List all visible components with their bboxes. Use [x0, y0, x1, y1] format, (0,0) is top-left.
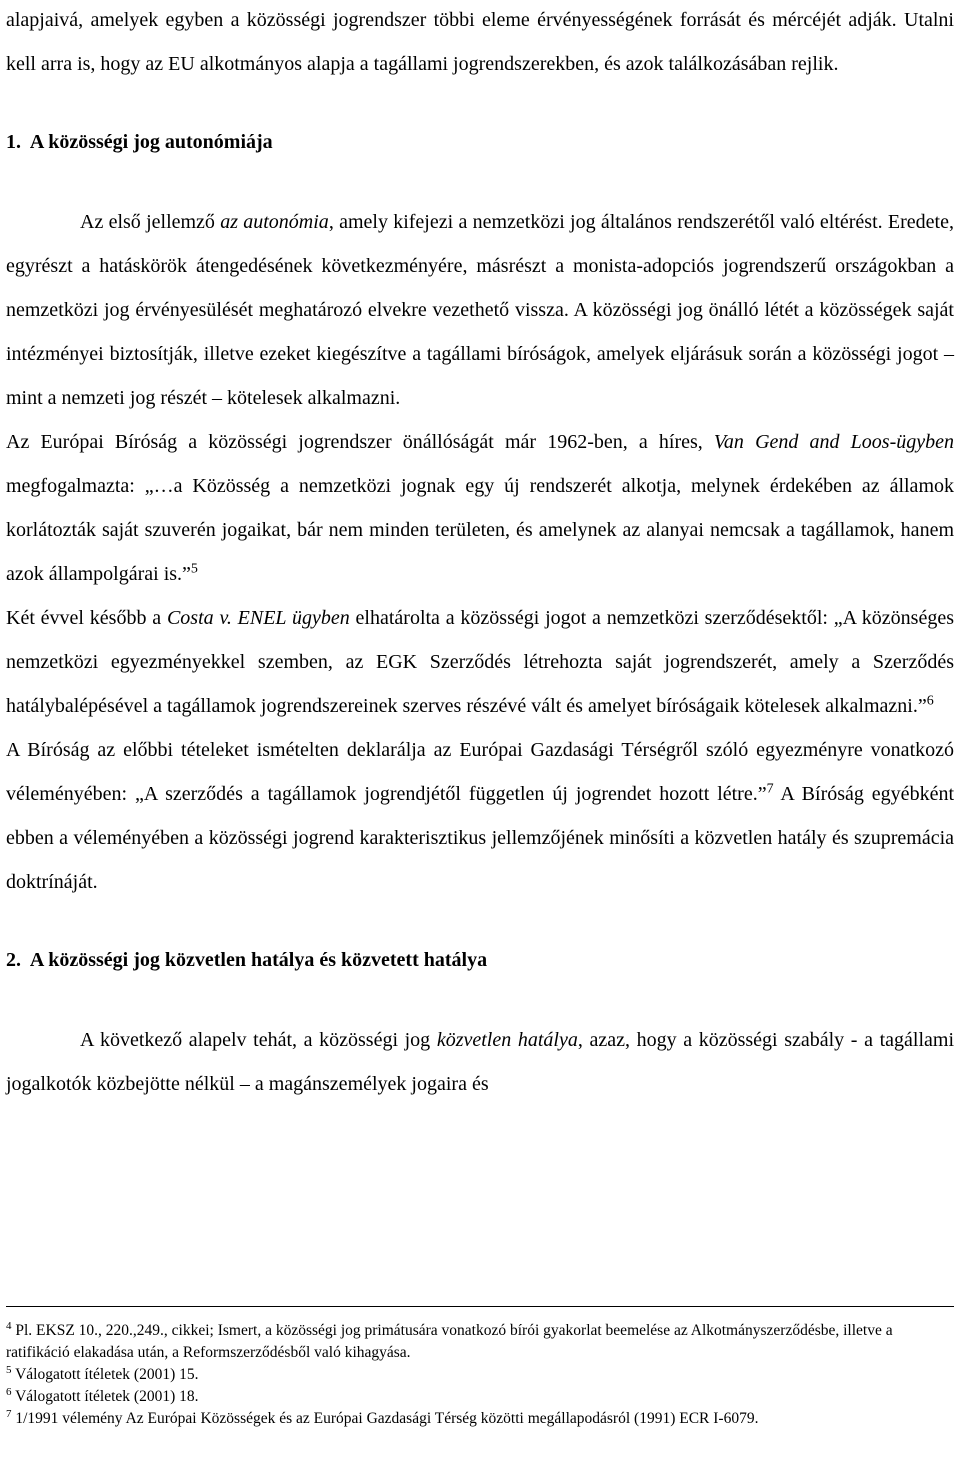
- paragraph-direct-effect: [6, 1018, 954, 1106]
- footnote-4: [6, 1320, 954, 1364]
- footnote-ref: 7: [766, 781, 774, 797]
- paragraph-text: , azaz, hogy a közösségi szabály - a tagállami jogalkotók közbejötte nélkül – a magánszemélyek jogaira és: [6, 1029, 955, 1095]
- footnote-7: [6, 1408, 954, 1430]
- case-name: Costa v. ENEL ügyben: [166, 607, 350, 629]
- emphasis-text: az autonómia: [220, 211, 329, 233]
- paragraph-text: Két évvel később a: [6, 607, 167, 629]
- footnote-ref: 5: [190, 561, 198, 577]
- footnote-text: Pl. EKSZ 10., 220.,249., cikkei; Ismert, a közösségi jog primátusára vonatkozó bírói gyakorlat beemelése az Alkotmányszerződésbe, illetve a ratifikáció elakadása után, a Reformszerződésből való kihagyása.: [6, 1322, 893, 1361]
- footnote-number: 5: [6, 1363, 12, 1376]
- footnote-5: [6, 1364, 954, 1386]
- document-page: [6, 0, 954, 1106]
- footnote-number: 6: [6, 1385, 12, 1398]
- footnote-divider: [6, 1306, 954, 1307]
- footnotes: [6, 1320, 954, 1430]
- paragraph-text: , amely kifejezi a nemzetközi jog általános rendszerétől való eltérést. Eredete, egyrészt a hatáskörök átengedésének következményére, másrészt a monista-adopciós jogrendszerű országokban a nemzetközi jog érvényesülését meghatározó elvekre vezethető vissza. A közösségi jog önálló létét a közösségek saját intézményei biztosítják, illetve ezeket kiegészítve a tagállami bíróságok, amelyek eljárásuk során a közösségi jogot – mint a nemzeti jog részét – kötelesek alkalmazni.: [6, 211, 954, 409]
- footnote-6: [6, 1386, 954, 1408]
- paragraph-eea-opinion: [6, 728, 954, 904]
- paragraph-text: A Bíróság az előbbi tételeket ismételten deklarálja az Európai Gazdasági Térségről szóló egyezményre vonatkozó véleményében: „A szerződés a tagállamok jogrendjétől független új jogrendet hozott létre.”: [6, 739, 954, 805]
- paragraph-costa-enel: [6, 596, 954, 728]
- footnote-text: Válogatott ítéletek (2001) 18.: [15, 1388, 199, 1405]
- paragraph-intro-continuation: alapjaivá, amelyek egyben a közösségi jogrendszer többi eleme érvényességének forrását és mércéjét adják. Utalni kell arra is, hogy az EU alkotmányos alapja a tagállami jogrendszerekben, és azok találkozásában rejlik.: [6, 9, 954, 75]
- paragraph-text: elhatárolta a közösségi jogot a nemzetközi szerződésektől: „A közönséges nemzetközi egyezményekkel szemben, az EGK Szerződés létrehozta saját jogrendszerét, amely a Szerződés hatálybalépésével a tagállamok jogrendszereinek szerves részévé vált és amelyet bíróságaik kötelesek alkalmazni.”: [6, 607, 954, 717]
- emphasis-text: közvetlen hatálya: [436, 1029, 578, 1051]
- paragraph-autonomy: [6, 200, 954, 420]
- paragraph-text: Az Európai Bíróság a közösségi jogrendszer önállóságát már 1962-ben, a híres,: [6, 431, 714, 453]
- paragraph-text: Az első jellemző: [80, 211, 221, 233]
- paragraph-van-gend: [6, 420, 954, 596]
- case-name: Van Gend and Loos-ügyben: [713, 431, 954, 453]
- section-heading-autonomy: 1. A közösségi jog autonómiája: [6, 131, 273, 153]
- section-heading-direct-effect: 2. A közösségi jog közvetlen hatálya és közvetett hatálya: [6, 949, 488, 971]
- footnote-number: 4: [6, 1319, 12, 1332]
- footnote-ref: 6: [926, 693, 934, 709]
- footnote-text: Válogatott ítéletek (2001) 15.: [15, 1366, 199, 1383]
- footnote-text: 1/1991 vélemény Az Európai Közösségek és az Európai Gazdasági Térség közötti megállapodásról (1991) ECR I-6079.: [15, 1410, 759, 1427]
- footnote-number: 7: [6, 1407, 12, 1420]
- paragraph-text: A következő alapelv tehát, a közösségi jog: [80, 1029, 437, 1051]
- paragraph-text: megfogalmazta: „…a Közösség a nemzetközi jognak egy új rendszerét alkotja, melynek érdekében az államok korlátozták saját szuverén jogaikat, bár nem minden területen, és amelynek az alanyai nemcsak a tagállamok, hanem azok állampolgárai is.”: [6, 475, 954, 585]
- paragraph-text: A Bíróság egyébként ebben a véleményében a közösségi jogrend karakterisztikus jellemzőjének minősíti a közvetlen hatály és szupremácia doktrínáját.: [6, 783, 954, 893]
